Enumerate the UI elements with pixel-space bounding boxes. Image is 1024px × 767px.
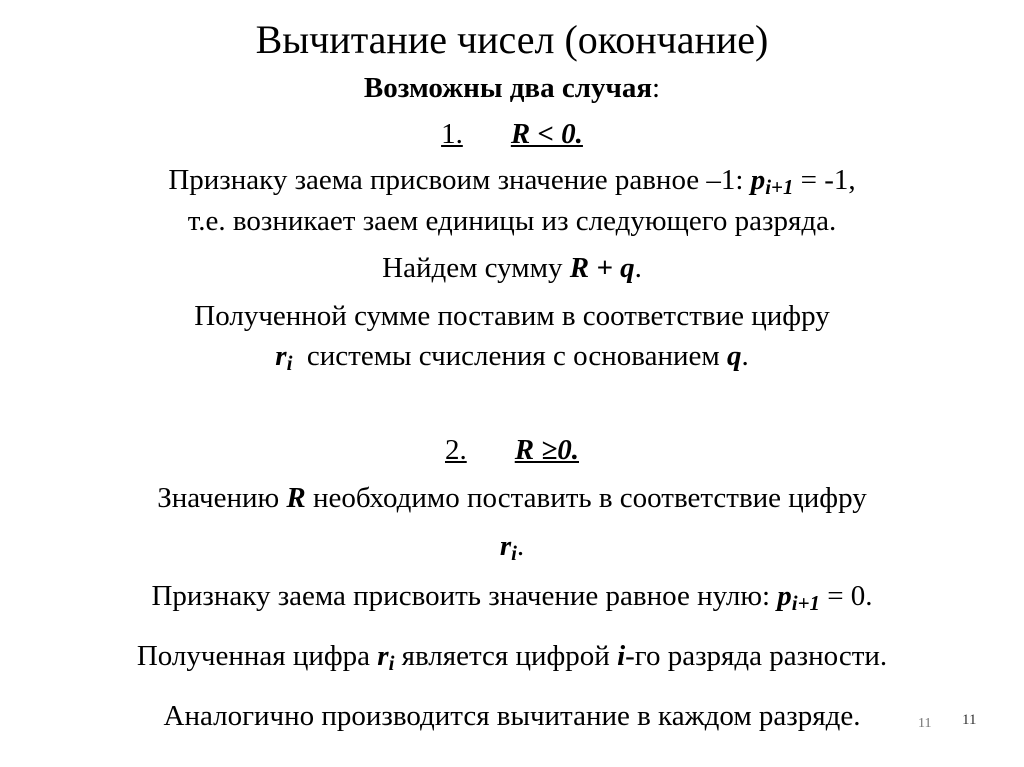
case2-line1-text-b: необходимо поставить в соответствие цифру <box>305 482 867 514</box>
case2-line3-var: p <box>777 580 792 612</box>
case1-line1-text: Признаку заема присвоим значение равное –1: <box>168 164 751 196</box>
case1-line3-end: . <box>634 252 642 284</box>
case2-line4-sub: i <box>388 651 395 676</box>
case1-line5-text: системы счисления с основанием <box>292 340 727 372</box>
case1-number: 1. <box>441 118 463 150</box>
page-number: 11 <box>962 712 977 728</box>
subtitle-colon: : <box>652 72 661 104</box>
case2-line1-text-a: Значению <box>157 482 287 514</box>
case2-line3 <box>0 580 1024 616</box>
case1-line5-end: . <box>741 340 749 372</box>
case1-line5-q: q <box>726 340 742 372</box>
case1-line3-expr: R + q <box>569 252 635 284</box>
slide-subtitle <box>0 72 1024 105</box>
subtitle-text: Возможны два случая <box>363 72 653 104</box>
case2-line3-sub: i+1 <box>791 591 820 616</box>
case1-line5 <box>0 340 1024 376</box>
case2-line2 <box>0 530 1024 566</box>
case2-line4-text-b: является цифрой <box>394 640 618 672</box>
case1-line1-var: p <box>750 164 766 196</box>
case1-line3-text: Найдем сумму <box>382 252 570 284</box>
case2-line1-var: R <box>286 482 306 514</box>
case2-line4-var: r <box>377 640 389 672</box>
case1-line1-sub: i+1 <box>765 175 794 200</box>
case2-line2-end: . <box>516 530 525 562</box>
case1-line1-rest: = -1, <box>793 164 856 196</box>
case2-line1 <box>0 482 1024 515</box>
case2-line4-text-a: Полученная цифра <box>136 640 378 672</box>
case2-line3-text: Признаку заема присвоить значение равное нулю: <box>151 580 778 612</box>
case1-line5-sub: i <box>286 351 293 376</box>
case2-line4 <box>0 640 1024 676</box>
case2-line2-var: r <box>499 530 512 562</box>
case2-heading <box>0 434 1024 467</box>
case1-line1 <box>0 164 1024 200</box>
case2-line2-sub: i <box>511 541 517 566</box>
case2-number: 2. <box>444 434 467 466</box>
case2-condition: R ≥0. <box>514 434 579 466</box>
slide-title: Вычитание чисел (окончание) <box>255 17 769 62</box>
page-number-ghost: 11 <box>918 716 932 731</box>
case1-heading <box>0 118 1024 151</box>
case2-line3-rest: = 0. <box>819 580 873 612</box>
case1-line5-var: r <box>275 340 287 372</box>
case1-line4: Полученной сумме поставим в соответствие цифру <box>194 300 830 332</box>
case2-line4-text-c: -го разряда разности. <box>625 640 888 672</box>
conclusion: Аналогично производится вычитание в каждом разряде. <box>163 700 861 732</box>
case1-line3 <box>0 252 1024 285</box>
case2-line4-i: i <box>617 640 626 672</box>
case1-line2: т.е. возникает заем единицы из следующего разряда. <box>187 205 837 237</box>
case1-condition: R < 0. <box>510 118 583 150</box>
